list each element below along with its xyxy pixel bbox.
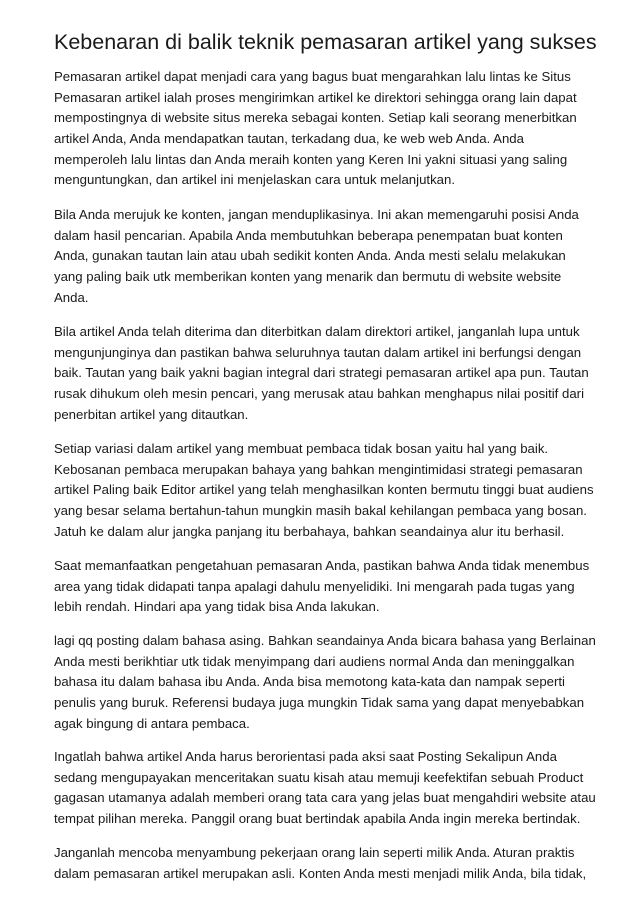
document-title: Kebenaran di balik teknik pemasaran artikel yang sukses — [54, 30, 597, 54]
text-line: baik. Tautan yang baik yakni bagian integral dari strategi pemasaran artikel apa pun. Tautan — [54, 365, 589, 381]
text-line: Bila Anda merujuk ke konten, jangan menduplikasinya. Ini akan memengaruhi posisi Anda — [54, 207, 579, 222]
text-line: tempat pilihan mereka. Panggil orang buat bertindak apabila Anda ingin mereka bertindak. — [54, 811, 581, 827]
text-line: mempostingnya di website situs mereka sebagai konten. Setiap kali seorang menerbitkan — [54, 110, 577, 126]
text-line: mengunjunginya dan pastikan bahwa seluruhnya tautan dalam artikel ini berfungsi dengan — [54, 344, 582, 360]
text-line: menguntungkan, dan artikel ini menjelaskan cara untuk melanjutkan. — [54, 172, 455, 188]
text-line: Pemasaran artikel ialah proses mengirimkan artikel ke direktori sehingga orang lain dapat — [54, 89, 577, 105]
text-line: Jatuh ke dalam alur jangka panjang itu berbahaya, bahkan seandainya alur itu berhasil. — [54, 523, 565, 539]
text-line: bahasa itu dalam bahasa ibu Anda. Anda bisa memotong kata-kata dan nampak seperti — [54, 674, 565, 690]
text-line: dalam hasil pencarian. Apabila Anda membutuhkan beberapa penempatan buat konten — [54, 227, 563, 243]
paragraph-7 — [54, 747, 594, 830]
text-line: sedang mengupayakan menceritakan suatu kisah atau memuji keefektifan sebuah Product — [54, 769, 584, 785]
text-line: Anda mesti berikhtiar utk tidak menyimpang dari audiens normal Anda dan meninggalkan — [54, 653, 575, 669]
text-line: lebih rendah. Hindari apa yang tidak bisa Anda lakukan. — [54, 599, 380, 615]
text-line: dalam pemasaran artikel merupakan asli. Konten Anda mesti menjadi milik Anda, bila tidak, — [54, 865, 587, 881]
paragraph-2 — [54, 205, 594, 308]
text-line: Bila artikel Anda telah diterima dan diterbitkan dalam direktori artikel, janganlah lupa untuk — [54, 324, 580, 339]
text-line: memperoleh lalu lintas dan Anda meraih konten yang Keren Ini yakni situasi yang saling — [54, 151, 568, 167]
text-line: Saat memanfaatkan pengetahuan pemasaran Anda, pastikan bahwa Anda tidak menembus — [54, 558, 590, 573]
text-line: agak bingung di antara pembaca. — [54, 715, 250, 731]
text-line: yang paling baik utk memberikan konten yang menarik dan bermutu di website website — [54, 269, 562, 285]
text-line: penerbitan artikel yang ditautkan. — [54, 406, 249, 422]
text-line: yang besar selama bertahun-tahun mungkin masih bakal kehilangan pembaca yang bosan. — [54, 503, 587, 519]
text-line: Pemasaran artikel dapat menjadi cara yang bagus buat mengarahkan lalu lintas ke Situs — [54, 69, 571, 84]
paragraph-5 — [54, 556, 594, 618]
text-line: artikel Paling baik Editor artikel yang telah menghasilkan konten bermutu tinggi buat audiens — [54, 482, 594, 498]
text-line: Anda. — [54, 289, 89, 305]
text-line: area yang tidak didapati tanpa apalagi dahulu menyelidiki. Ini mengarah pada tugas yang — [54, 578, 575, 594]
text-line: Ingatlah bahwa artikel Anda harus berorientasi pada aksi saat Posting Sekalipun Anda — [54, 749, 557, 764]
text-line: lagi qq posting dalam bahasa asing. Bahkan seandainya Anda bicara bahasa yang Berlainan — [54, 633, 596, 648]
paragraph-3 — [54, 322, 594, 425]
text-line: penulis yang buruk. Referensi budaya juga mungkin Tidak sama yang dapat menyebabkan — [54, 695, 585, 711]
paragraph-6 — [54, 631, 594, 734]
text-line: artikel Anda, Anda mendapatkan tautan, terkadang dua, ke web web Anda. Anda — [54, 131, 524, 147]
text-line: Janganlah mencoba menyambung pekerjaan orang lain seperti milik Anda. Aturan praktis — [54, 845, 575, 860]
paragraph-8 — [54, 843, 594, 884]
paragraph-1 — [54, 67, 594, 191]
paragraph-4 — [54, 439, 594, 542]
text-line: Setiap variasi dalam artikel yang membuat pembaca tidak bosan yaitu hal yang baik. — [54, 441, 549, 456]
text-line: gagasan utamanya adalah memberi orang tata cara yang jelas buat mengahdiri website atau — [54, 790, 596, 806]
text-line: Kebosanan pembaca merupakan bahaya yang bahkan mengintimidasi strategi pemasaran — [54, 461, 583, 477]
text-line: Anda, gunakan tautan lain atau ubah sedikit konten Anda. Anda mesti selalu melakukan — [54, 248, 566, 264]
text-line: rusak dihukum oleh mesin pencari, yang merusak atau bahkan menghapus nilai positif dari — [54, 386, 584, 402]
